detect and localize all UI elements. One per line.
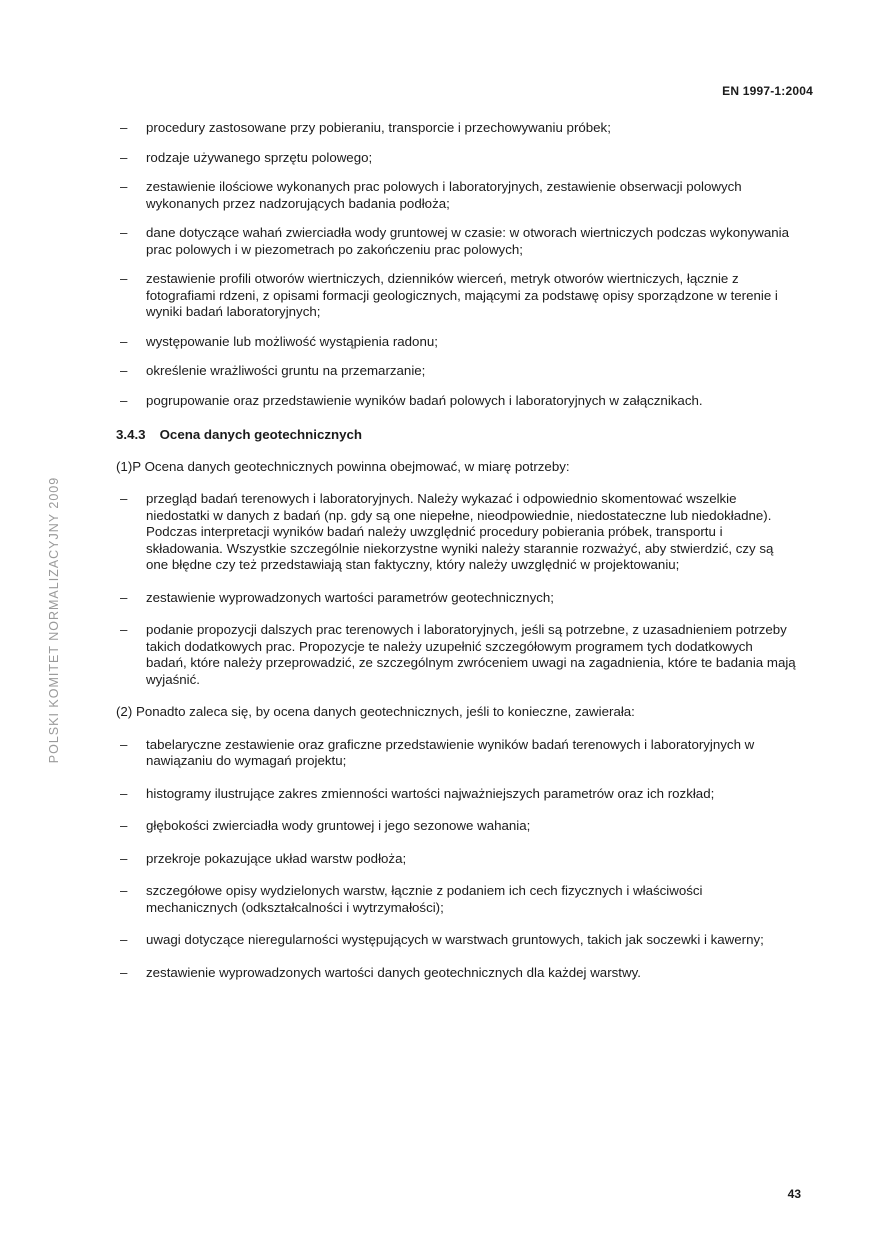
list-item: – uwagi dotyczące nieregularności występujących w warstwach gruntowych, takich jak soczewki i kawerny;: [120, 932, 764, 947]
dash-bullet: –: [120, 622, 128, 637]
list-item: – zestawienie profili otworów wiertniczych, dzienników wierceń, metryk otworów wiertniczych, łącznie z fotografiami rdzeni, z opisami formacji geologicznych, mającymi za podstawę opisy sporządzone w terenie i wyniki badań laboratoryjnych;: [120, 271, 778, 319]
section-number: 3.4.3: [116, 427, 146, 442]
paragraph-2: (2) Ponadto zaleca się, by ocena danych geotechnicznych, jeśli to konieczne, zawierała:: [116, 704, 635, 719]
dash-bullet: –: [120, 179, 128, 194]
dash-bullet: –: [120, 850, 128, 866]
watermark: POLSKI KOMITET NORMALIZACYJNY 2009: [47, 476, 61, 764]
list-2: [116, 491, 796, 688]
list-item: – procedury zastosowane przy pobieraniu, transporcie i przechowywaniu próbek;: [120, 120, 611, 135]
document-body: [116, 120, 796, 997]
dash-bullet: –: [120, 932, 128, 947]
section-heading: [116, 427, 796, 444]
section-title: Ocena danych geotechnicznych: [159, 427, 363, 442]
dash-bullet: –: [120, 736, 128, 752]
list-item: – podanie propozycji dalszych prac terenowych i laboratoryjnych, jeśli są potrzebne, z uzasadnieniem potrzeby takich dodatkowych prac. Propozycje te należy uzupełnić szczegółowym programem tych dodatkowych badań, które należy przeprowadzić, ze szczególnym zwróceniem uwagi na zagadnienia, które te badania mają wyjaśnić.: [120, 622, 796, 687]
list-item: – histogramy ilustrujące zakres zmienności wartości najważniejszych parametrów oraz ich rozkład;: [120, 785, 715, 801]
dash-bullet: –: [120, 818, 128, 833]
dash-bullet: –: [120, 225, 128, 240]
dash-bullet: –: [120, 363, 128, 378]
dash-bullet: –: [120, 392, 128, 408]
list-item: – zestawienie wyprowadzonych wartości parametrów geotechnicznych;: [120, 589, 554, 605]
dash-bullet: –: [120, 333, 128, 349]
dash-bullet: –: [120, 271, 128, 286]
list-item: – określenie wrażliwości gruntu na przemarzanie;: [120, 363, 426, 378]
list-item: – tabelaryczne zestawienie oraz graficzne przedstawienie wyników badań terenowych i laboratoryjnych w nawiązaniu do wymagań projektu;: [120, 736, 755, 768]
list-item: – przekroje pokazujące układ warstw podłoża;: [120, 850, 407, 866]
list-item: – dane dotyczące wahań zwierciadła wody gruntowej w czasie: w otworach wiertniczych podczas wykonywania prac polowych i w piezometrach po zakończeniu prac polowych;: [120, 225, 789, 257]
dash-bullet: –: [120, 964, 128, 980]
paragraph-1: (1)P Ocena danych geotechnicznych powinna obejmować, w miarę potrzeby:: [116, 458, 570, 474]
list-item: – rodzaje używanego sprzętu polowego;: [120, 149, 373, 165]
dash-bullet: –: [120, 785, 128, 801]
list-item: – występowanie lub możliwość wystąpienia radonu;: [120, 333, 438, 349]
list-3: [116, 737, 796, 982]
dash-bullet: –: [120, 120, 128, 135]
list-item: – zestawienie ilościowe wykonanych prac polowych i laboratoryjnych, zestawienie obserwacji polowych wykonanych przez nadzorujących badania podłoża;: [120, 179, 742, 211]
standard-header: EN 1997-1:2004: [722, 84, 813, 98]
list-item: – zestawienie wyprowadzonych wartości danych geotechnicznych dla każdej warstwy.: [120, 964, 641, 980]
dash-bullet: –: [120, 589, 128, 605]
list-item: – przegląd badań terenowych i laboratoryjnych. Należy wykazać i odpowiednio skomentować wszelkie niedostatki w danych z badań (np. gdy są one niepełne, nieodpowiednie, niedostateczne lub niedokładne). Podczas interpretacji wyników badań należy uwzględnić procedury pobierania próbek, transportu i składowania. Wszystkie szczególnie niekorzystne wyniki należy starannie rozważyć, aby stwierdzić, czy są one błędne czy też przedstawiają stan faktyczny, który należy uwzględnić w projektowaniu;: [120, 491, 774, 572]
list-1: [116, 120, 796, 409]
list-item: – szczegółowe opisy wydzielonych warstw, łącznie z podaniem ich cech fizycznych i właściwości mechanicznych (odkształcalności i wytrzymałości);: [120, 883, 703, 915]
dash-bullet: –: [120, 883, 128, 898]
list-item: – głębokości zwierciadła wody gruntowej i jego sezonowe wahania;: [120, 818, 531, 833]
dash-bullet: –: [120, 491, 128, 506]
list-item: – pogrupowanie oraz przedstawienie wyników badań polowych i laboratoryjnych w załącznikach.: [120, 392, 703, 408]
page-number: 43: [787, 1187, 801, 1201]
dash-bullet: –: [120, 149, 128, 165]
